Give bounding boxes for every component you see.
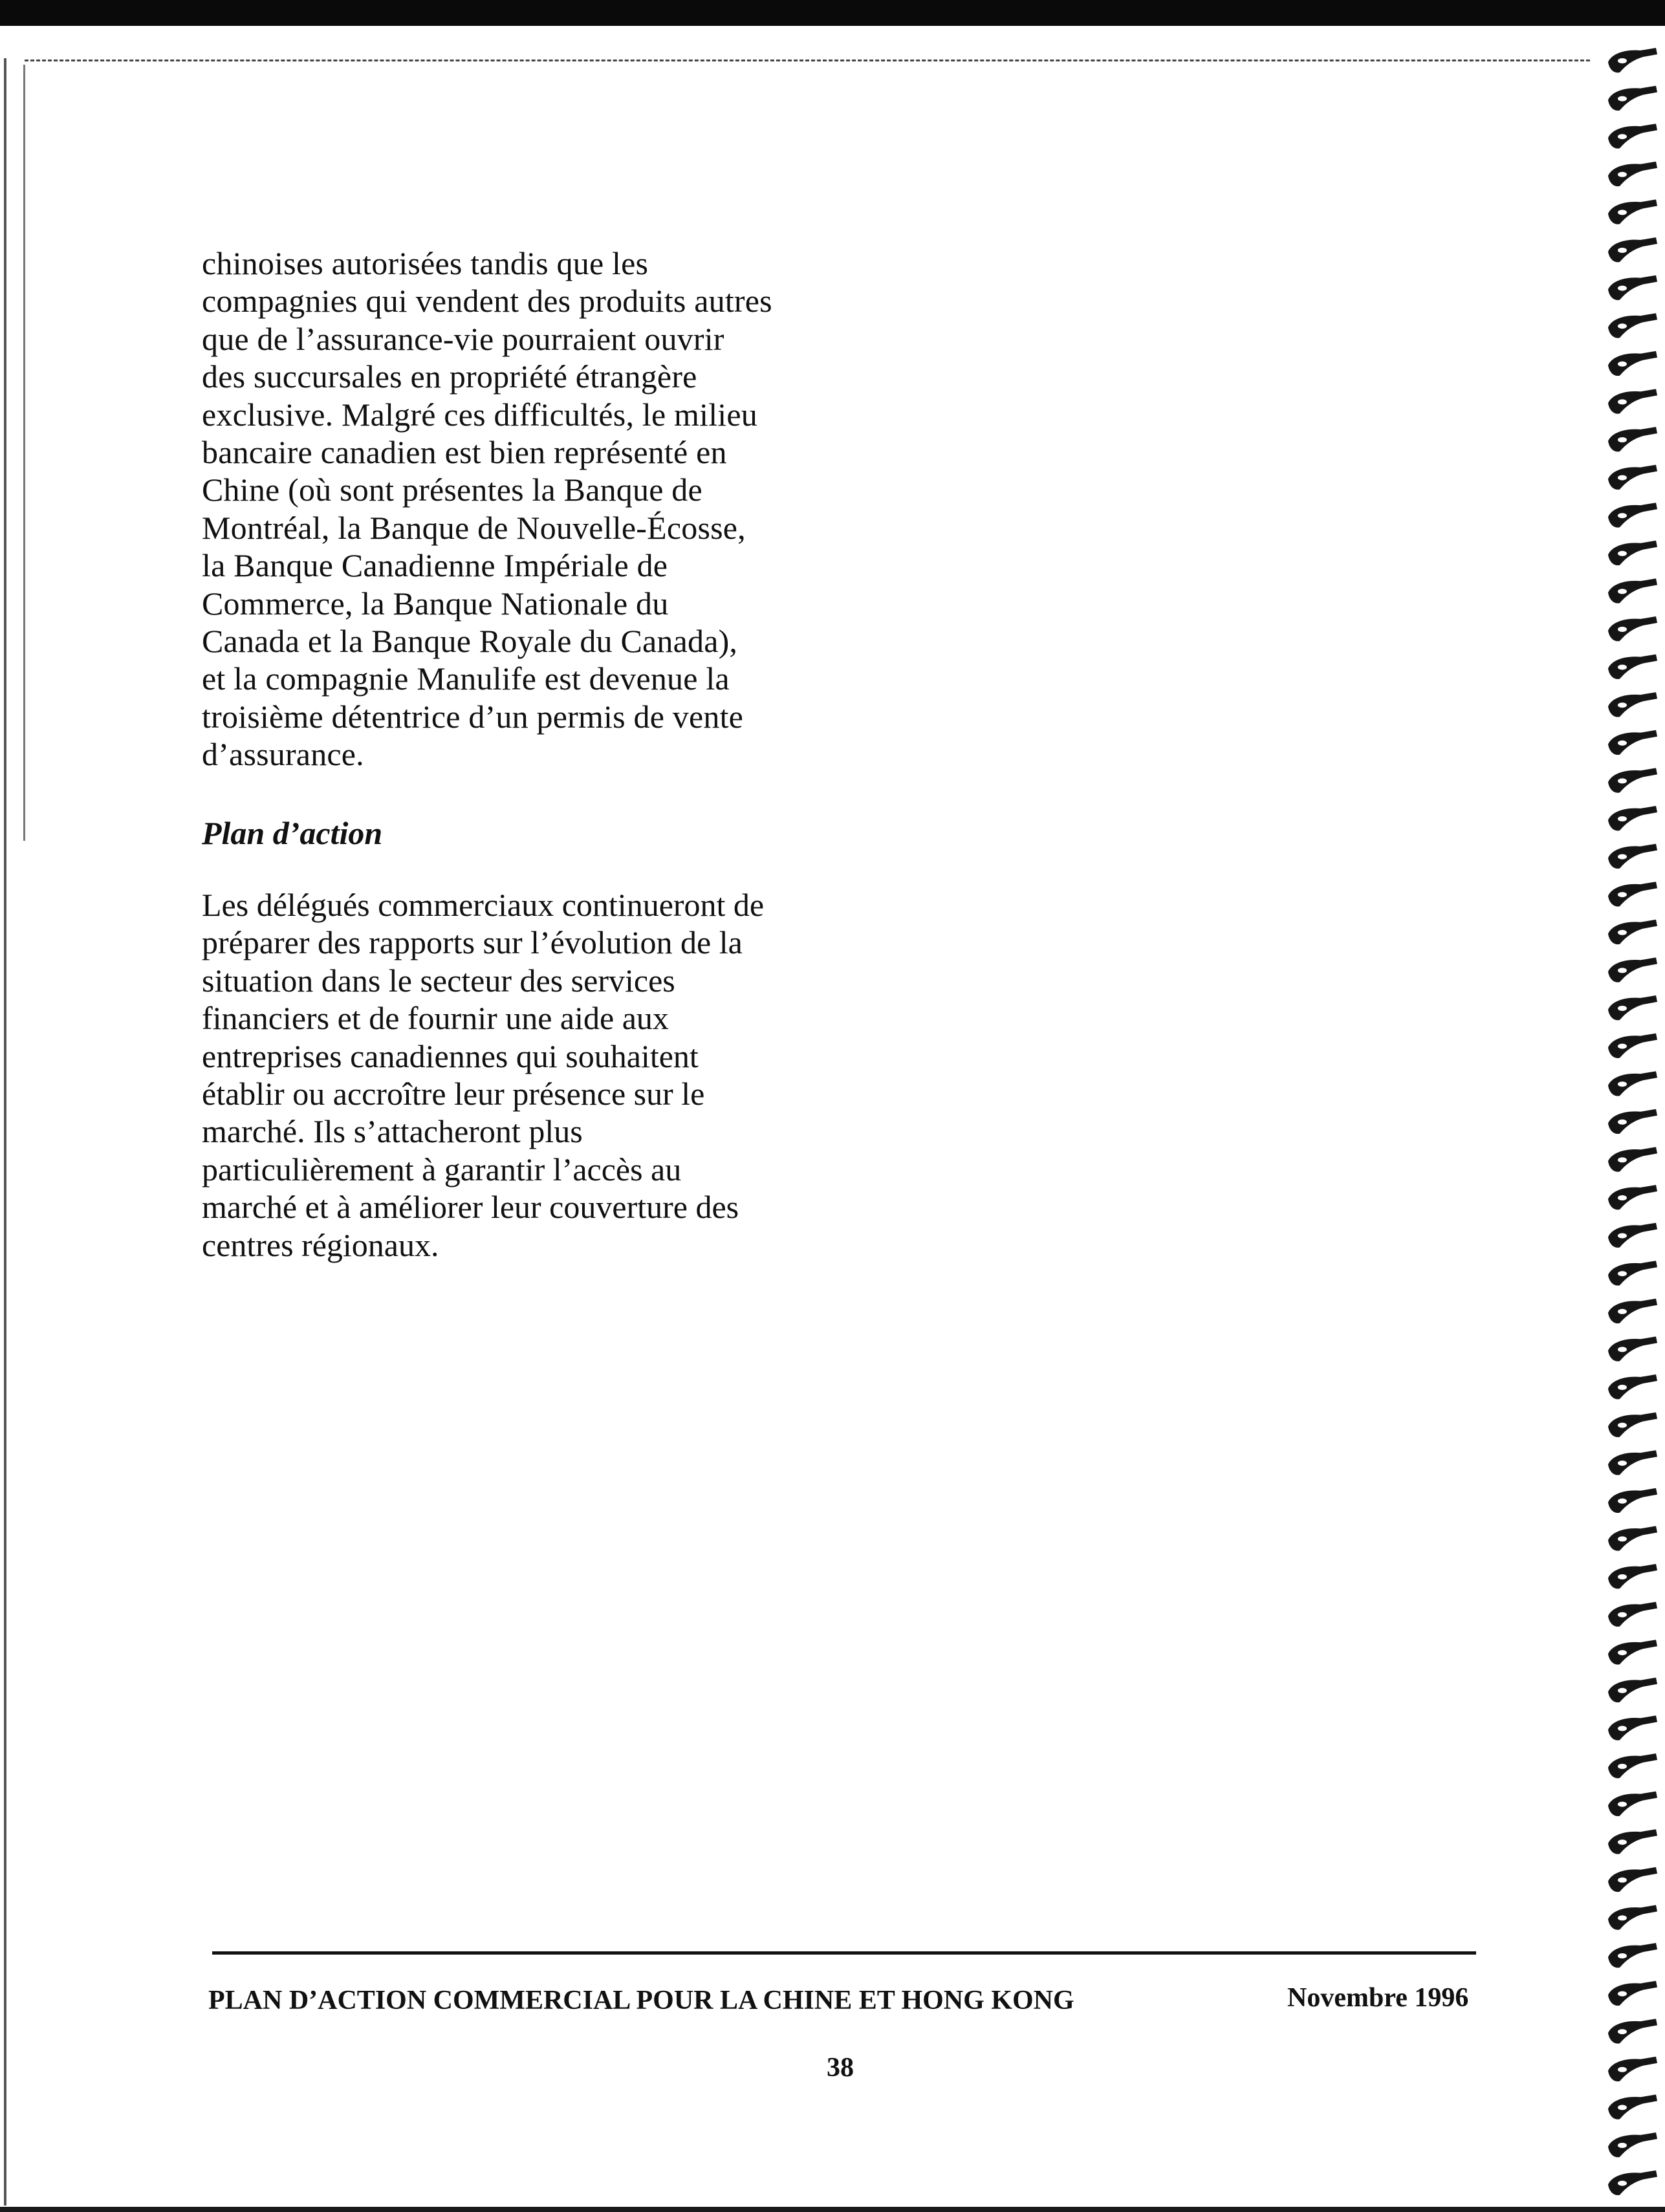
binding-coil [1608,616,1657,641]
binding-coil [1608,882,1657,906]
binding-coil [1608,1602,1657,1627]
binding-coil [1608,1867,1657,1892]
spiral-binding [1600,26,1665,2206]
binding-coil [1608,541,1657,565]
binding-coil [1608,1147,1657,1171]
binding-coil [1608,920,1657,944]
binding-coil [1608,124,1657,148]
binding-coil [1608,2132,1657,2157]
binding-coil [1608,1792,1657,1816]
binding-coil [1608,1223,1657,1248]
binding-coil [1608,1488,1657,1513]
binding-coil [1608,957,1657,982]
binding-coil [1608,199,1657,224]
binding-coil [1608,313,1657,338]
binding-coil [1608,162,1657,186]
binding-coil [1608,1299,1657,1323]
binding-coil [1608,768,1657,792]
footer-title: PLAN D’ACTION COMMERCIAL POUR LA CHINE ET HONG KONG [208,1986,1074,2015]
binding-coil [1608,1829,1657,1854]
body-paragraph-1 [202,244,784,774]
binding-coil [1608,730,1657,755]
text-line: d’assurance. [202,736,364,773]
text-line: financiers et de fournir une aide aux [202,1000,669,1037]
scan-left-shadow [23,65,25,841]
binding-coil [1608,2057,1657,2081]
binding-coil [1608,1526,1657,1550]
binding-coil [1608,1943,1657,1968]
binding-coil [1608,503,1657,527]
binding-coil [1608,1185,1657,1209]
binding-coil [1608,1336,1657,1361]
binding-coil [1608,1981,1657,2006]
page-top-border [25,60,1590,61]
text-line: marché et à améliorer leur couverture des [202,1189,739,1226]
binding-coil [1608,1071,1657,1096]
binding-coil [1608,389,1657,413]
binding-coil [1608,48,1657,72]
binding-coil [1608,276,1657,300]
scan-bottom-edge [0,2207,1665,2212]
text-line: chinoises autorisées tandis que les [202,245,649,281]
text-line: entreprises canadiennes qui souhaitent [202,1037,699,1074]
binding-coil [1608,692,1657,717]
scan-top-edge [0,0,1665,26]
binding-coil [1608,1753,1657,1778]
binding-coil [1608,1374,1657,1399]
binding-coil [1608,1109,1657,1134]
binding-coil [1608,237,1657,262]
text-line: troisième détentrice d’un permis de vente [202,698,744,735]
text-line: Commerce, la Banque Nationale du [202,585,669,622]
text-line: préparer des rapports sur l’évolution de la [202,924,743,961]
binding-coil [1608,86,1657,111]
binding-coil [1608,1034,1657,1058]
binding-coil [1608,2171,1657,2195]
binding-coil [1608,578,1657,603]
binding-coil [1608,1564,1657,1589]
binding-coil [1608,1450,1657,1475]
binding-coil [1608,465,1657,490]
text-line: situation dans le secteur des services [202,962,675,999]
binding-coil [1608,1640,1657,1664]
binding-coil [1608,1678,1657,1702]
body-paragraph-2 [202,886,784,1264]
text-line: bancaire canadien est bien représenté en [202,434,727,471]
binding-coil [1608,2094,1657,2119]
page-number: 38 [827,2053,854,2083]
binding-coil [1608,1905,1657,1929]
scan-left-edge [4,58,6,2206]
text-line: des succursales en propriété étrangère [202,358,697,395]
section-heading: Plan d’action [202,815,383,851]
binding-coil [1608,427,1657,451]
text-line: que de l’assurance-vie pourraient ouvrir [202,320,724,357]
text-line: Canada et la Banque Royale du Canada), [202,623,738,660]
text-line: centres régionaux. [202,1226,439,1263]
binding-coil [1608,655,1657,679]
text-line: établir ou accroître leur présence sur le [202,1076,705,1112]
text-line: Les délégués commerciaux continueront de [202,887,765,923]
text-line: Montréal, la Banque de Nouvelle-Écosse, [202,509,746,546]
text-line: la Banque Canadienne Impériale de [202,547,668,584]
text-line: marché. Ils s’attacheront plus [202,1113,583,1150]
binding-coil [1608,1715,1657,1740]
binding-coil [1608,2019,1657,2043]
footer-rule [212,1951,1476,1955]
binding-coil [1608,844,1657,869]
text-line: et la compagnie Manulife est devenue la [202,660,730,697]
binding-coil [1608,1413,1657,1437]
text-line: exclusive. Malgré ces difficultés, le milieu [202,396,757,433]
binding-coil [1608,1261,1657,1285]
footer-date: Novembre 1996 [1287,1983,1469,2013]
binding-coil [1608,351,1657,376]
binding-coil [1608,995,1657,1020]
text-line: Chine (où sont présentes la Banque de [202,472,702,508]
text-line: compagnies qui vendent des produits autres [202,283,772,320]
binding-coil [1608,806,1657,830]
text-line: particulièrement à garantir l’accès au [202,1151,682,1187]
